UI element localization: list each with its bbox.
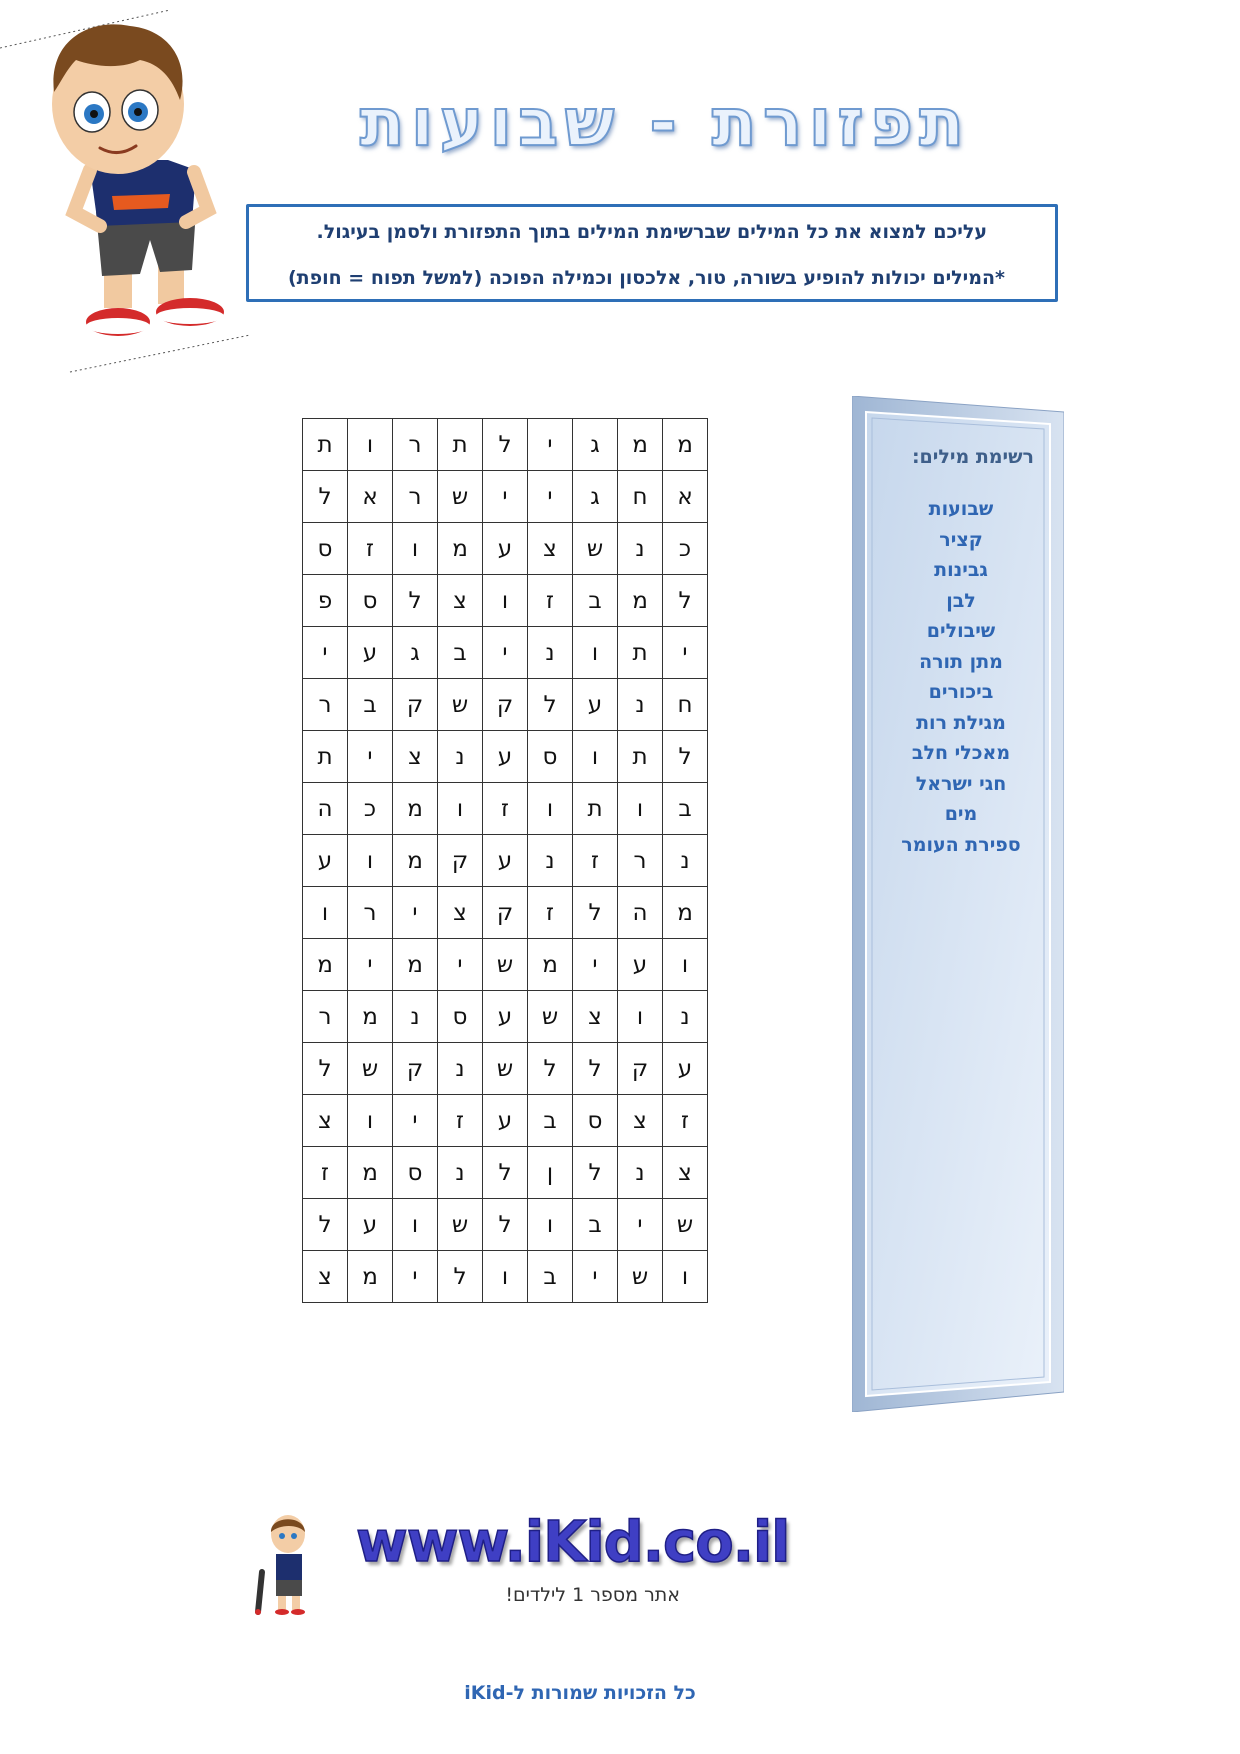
grid-cell: נ xyxy=(393,991,438,1043)
grid-cell: ת xyxy=(573,783,618,835)
word-list-item: לבן xyxy=(946,589,976,612)
grid-cell: ו xyxy=(663,1251,708,1303)
grid-cell: ש xyxy=(573,523,618,575)
logo-boy-illustration xyxy=(252,1512,326,1616)
grid-cell: ז xyxy=(483,783,528,835)
grid-cell: ת xyxy=(303,731,348,783)
grid-cell: י xyxy=(573,1251,618,1303)
grid-cell: י xyxy=(393,1251,438,1303)
grid-cell: י xyxy=(483,627,528,679)
grid-cell: ס xyxy=(438,991,483,1043)
grid-cell: ח xyxy=(618,471,663,523)
grid-cell: א xyxy=(348,471,393,523)
grid-cell: ל xyxy=(663,731,708,783)
grid-cell: ע xyxy=(483,731,528,783)
grid-cell: כ xyxy=(348,783,393,835)
grid-row xyxy=(303,1251,708,1303)
grid-cell: ר xyxy=(303,679,348,731)
grid-cell: ה xyxy=(618,887,663,939)
word-list-item: ספירת העומר xyxy=(901,833,1021,856)
grid-cell: ש xyxy=(438,679,483,731)
grid-cell: ב xyxy=(348,679,393,731)
grid-cell: ר xyxy=(303,991,348,1043)
grid-cell: ת xyxy=(303,419,348,471)
grid-cell: מ xyxy=(618,419,663,471)
grid-cell: ס xyxy=(528,731,573,783)
grid-cell: י xyxy=(393,887,438,939)
grid-cell: צ xyxy=(573,991,618,1043)
instructions-line-2: *המילים יכולות להופיע בשורה, טור, אלכסון וכמילה הפוכה (למשל תפוח = חופת) xyxy=(287,267,1005,289)
grid-cell: ק xyxy=(483,887,528,939)
grid-row xyxy=(303,783,708,835)
grid-row xyxy=(303,835,708,887)
grid-cell: ק xyxy=(618,1043,663,1095)
grid-cell: ו xyxy=(483,575,528,627)
word-list-content xyxy=(876,426,1046,860)
grid-row xyxy=(303,731,708,783)
grid-cell: ו xyxy=(483,1251,528,1303)
word-list-item: מים xyxy=(944,803,978,825)
grid-cell: מ xyxy=(393,835,438,887)
grid-cell: פ xyxy=(303,575,348,627)
grid-cell: נ xyxy=(438,731,483,783)
grid-cell: ש xyxy=(483,1043,528,1095)
page-title: תפזורת - שבועות xyxy=(359,84,971,161)
grid-cell: ר xyxy=(393,419,438,471)
grid-cell: מ xyxy=(528,939,573,991)
grid-cell: ש xyxy=(483,939,528,991)
logo-tagline: אתר מספר 1 לילדים! xyxy=(505,1584,680,1606)
word-list-item: שיבולים xyxy=(926,620,996,642)
word-search-grid xyxy=(302,418,708,1303)
grid-cell: מ xyxy=(348,1147,393,1199)
grid-cell: ו xyxy=(348,1095,393,1147)
grid-cell: ג xyxy=(573,419,618,471)
grid-cell: ל xyxy=(303,1043,348,1095)
grid-cell: ר xyxy=(618,835,663,887)
grid-cell: כ xyxy=(663,523,708,575)
grid-row xyxy=(303,679,708,731)
grid-cell: ש xyxy=(528,991,573,1043)
grid-row xyxy=(303,991,708,1043)
word-list-item: מגילת רות xyxy=(916,711,1006,734)
word-list-title: רשימת מילים: xyxy=(911,446,1034,468)
grid-cell: ל xyxy=(528,679,573,731)
grid-cell: ע xyxy=(618,939,663,991)
grid-cell: ל xyxy=(303,471,348,523)
grid-cell: מ xyxy=(303,939,348,991)
grid-cell: ו xyxy=(303,887,348,939)
grid-cell: מ xyxy=(393,939,438,991)
grid-cell: מ xyxy=(393,783,438,835)
grid-cell: ל xyxy=(483,1199,528,1251)
grid-cell: נ xyxy=(663,835,708,887)
grid-cell: ו xyxy=(618,783,663,835)
grid-cell: א xyxy=(663,471,708,523)
grid-cell: ק xyxy=(483,679,528,731)
word-list-panel xyxy=(852,396,1064,1412)
grid-cell: ו xyxy=(438,783,483,835)
grid-cell: י xyxy=(663,627,708,679)
grid-cell: ז xyxy=(528,887,573,939)
grid-row xyxy=(303,419,708,471)
grid-cell: ק xyxy=(393,679,438,731)
grid-cell: ל xyxy=(663,575,708,627)
grid-row xyxy=(303,1095,708,1147)
grid-cell: ב xyxy=(573,1199,618,1251)
grid-cell: י xyxy=(573,939,618,991)
grid-cell: ז xyxy=(438,1095,483,1147)
grid-cell: נ xyxy=(528,835,573,887)
grid-cell: מ xyxy=(438,523,483,575)
grid-cell: ת xyxy=(438,419,483,471)
grid-cell: ל xyxy=(483,1147,528,1199)
grid-cell: ע xyxy=(573,679,618,731)
grid-cell: ס xyxy=(348,575,393,627)
grid-cell: ע xyxy=(348,627,393,679)
grid-cell: ס xyxy=(393,1147,438,1199)
grid-cell: צ xyxy=(303,1095,348,1147)
grid-cell: ש xyxy=(663,1199,708,1251)
grid-cell: ת xyxy=(618,731,663,783)
grid-cell: ב xyxy=(663,783,708,835)
grid-cell: ע xyxy=(483,1095,528,1147)
grid-cell: ו xyxy=(528,783,573,835)
grid-cell: ג xyxy=(573,471,618,523)
grid-cell: צ xyxy=(438,887,483,939)
grid-cell: צ xyxy=(528,523,573,575)
grid-cell: ע xyxy=(483,523,528,575)
word-list-item: חגי ישראל xyxy=(915,772,1007,795)
grid-cell: י xyxy=(393,1095,438,1147)
grid-cell: ק xyxy=(393,1043,438,1095)
grid-cell: ל xyxy=(393,575,438,627)
grid-cell: נ xyxy=(438,1147,483,1199)
grid-cell: ע xyxy=(483,991,528,1043)
grid-cell: ל xyxy=(528,1043,573,1095)
grid-cell: ש xyxy=(618,1251,663,1303)
grid-cell: צ xyxy=(393,731,438,783)
grid-cell: מ xyxy=(663,887,708,939)
word-list-item: קציר xyxy=(939,528,983,551)
grid-cell: ב xyxy=(438,627,483,679)
grid-cell: ש xyxy=(438,1199,483,1251)
grid-cell: ת xyxy=(618,627,663,679)
grid-cell: ו xyxy=(348,419,393,471)
grid-cell: צ xyxy=(303,1251,348,1303)
copyright-footer: כל הזכויות שמורות ל-iKid xyxy=(464,1682,696,1704)
grid-cell: ב xyxy=(528,1251,573,1303)
grid-cell: ה xyxy=(303,783,348,835)
grid-cell: י xyxy=(348,731,393,783)
word-list-item: מתן תורה xyxy=(919,650,1003,673)
grid-cell: ב xyxy=(573,575,618,627)
grid-row xyxy=(303,1043,708,1095)
grid-cell: ו xyxy=(348,835,393,887)
grid-row xyxy=(303,1147,708,1199)
word-list-item: שבועות xyxy=(928,498,994,520)
grid-cell: ב xyxy=(528,1095,573,1147)
word-list-item: גבינות xyxy=(934,559,988,581)
instructions-box xyxy=(246,204,1058,302)
logo-text[interactable]: www.iKid.co.il xyxy=(356,1510,790,1575)
instructions-line-1: עליכם למצוא את כל המילים שברשימת המילים בתוך התפזורת ולסמן בעיגול. xyxy=(316,221,987,243)
grid-cell: ש xyxy=(348,1043,393,1095)
grid-cell: צ xyxy=(663,1147,708,1199)
grid-cell: נ xyxy=(618,523,663,575)
grid-cell: ל xyxy=(483,419,528,471)
grid-cell: י xyxy=(438,939,483,991)
grid-cell: מ xyxy=(663,419,708,471)
grid-cell: ע xyxy=(663,1043,708,1095)
grid-cell: י xyxy=(348,939,393,991)
grid-cell: מ xyxy=(348,991,393,1043)
grid-cell: י xyxy=(483,471,528,523)
grid-cell: ז xyxy=(528,575,573,627)
grid-cell: מ xyxy=(618,575,663,627)
grid-cell: נ xyxy=(438,1043,483,1095)
grid-row xyxy=(303,627,708,679)
grid-cell: ס xyxy=(303,523,348,575)
grid-cell: נ xyxy=(663,991,708,1043)
grid-cell: ו xyxy=(663,939,708,991)
grid-cell: י xyxy=(303,627,348,679)
grid-cell: מ xyxy=(348,1251,393,1303)
word-list-item: מאכלי חלב xyxy=(911,742,1011,764)
word-list xyxy=(876,494,1046,860)
grid-cell: ו xyxy=(393,1199,438,1251)
grid-cell: י xyxy=(528,471,573,523)
grid-cell: ן xyxy=(528,1147,573,1199)
grid-row xyxy=(303,939,708,991)
grid-cell: ל xyxy=(573,1043,618,1095)
grid-cell: ל xyxy=(573,887,618,939)
grid-cell: נ xyxy=(618,679,663,731)
grid-cell: צ xyxy=(438,575,483,627)
grid-row xyxy=(303,471,708,523)
grid-cell: ע xyxy=(348,1199,393,1251)
grid-cell: נ xyxy=(618,1147,663,1199)
grid-cell: ו xyxy=(393,523,438,575)
grid-cell: ז xyxy=(348,523,393,575)
grid-cell: ר xyxy=(393,471,438,523)
grid-cell: ל xyxy=(438,1251,483,1303)
grid-cell: ו xyxy=(573,627,618,679)
grid-cell: ז xyxy=(303,1147,348,1199)
grid-cell: ש xyxy=(438,471,483,523)
grid-cell: י xyxy=(618,1199,663,1251)
grid-cell: נ xyxy=(528,627,573,679)
grid-cell: ל xyxy=(303,1199,348,1251)
grid-cell: ר xyxy=(348,887,393,939)
grid-cell: ק xyxy=(438,835,483,887)
grid-cell: ע xyxy=(483,835,528,887)
boy-mascot-illustration xyxy=(0,0,260,380)
grid-cell: ג xyxy=(393,627,438,679)
grid-cell: ו xyxy=(573,731,618,783)
grid-row xyxy=(303,887,708,939)
grid-row xyxy=(303,1199,708,1251)
grid-cell: צ xyxy=(618,1095,663,1147)
grid-cell: ז xyxy=(663,1095,708,1147)
grid-cell: ח xyxy=(663,679,708,731)
grid-cell: ו xyxy=(528,1199,573,1251)
grid-cell: ו xyxy=(618,991,663,1043)
word-list-item: ביכורים xyxy=(928,681,994,703)
grid-row xyxy=(303,575,708,627)
grid-cell: ס xyxy=(573,1095,618,1147)
grid-cell: ז xyxy=(573,835,618,887)
grid-cell: י xyxy=(528,419,573,471)
grid-cell: ל xyxy=(573,1147,618,1199)
grid-row xyxy=(303,523,708,575)
grid-cell: ע xyxy=(303,835,348,887)
